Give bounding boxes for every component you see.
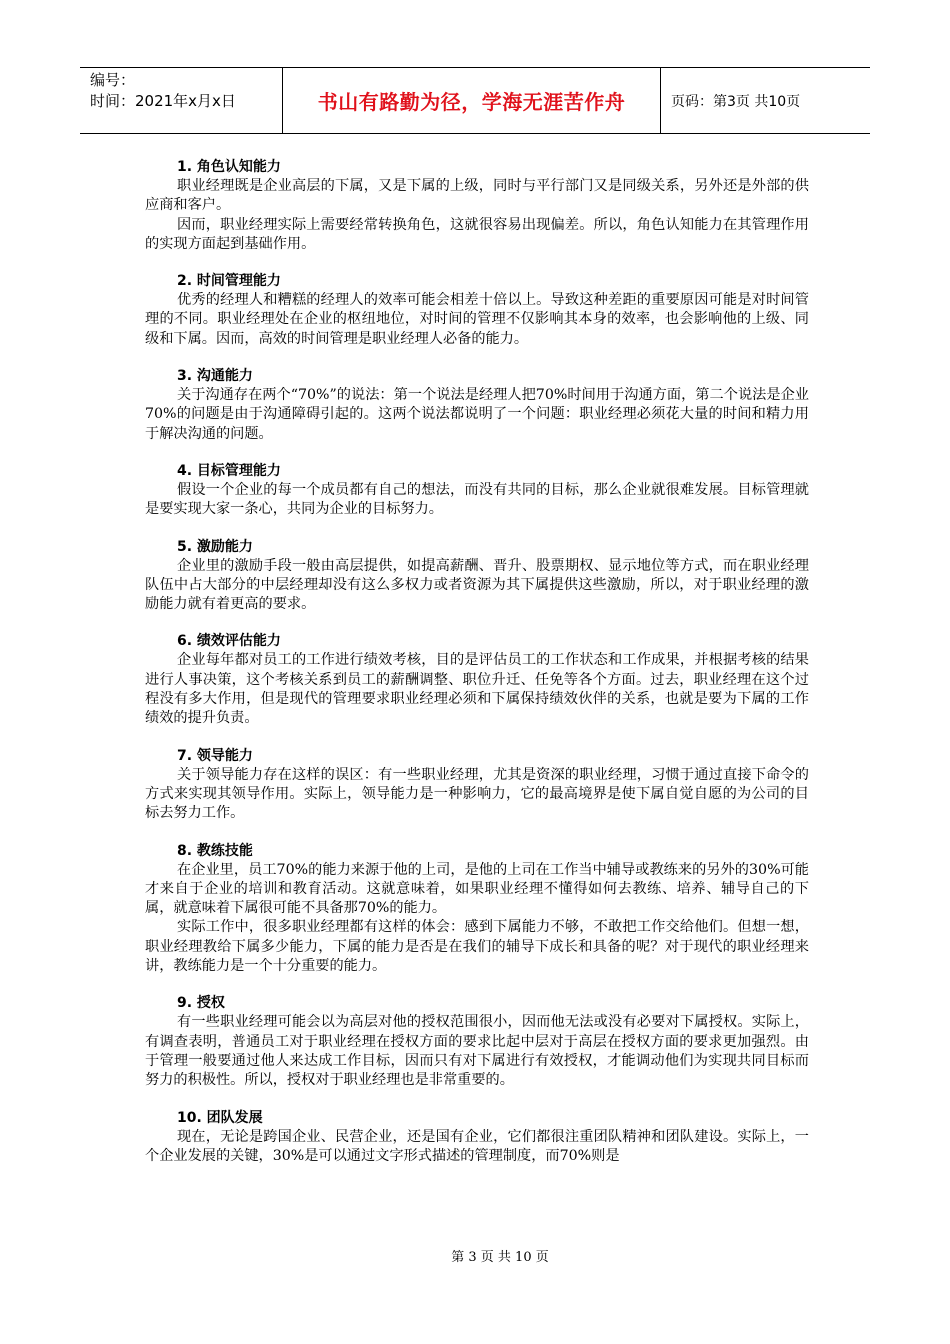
section-title: 6. 绩效评估能力	[177, 633, 281, 650]
section-10	[145, 1109, 809, 1167]
section-1	[145, 158, 809, 254]
section-title: 8. 教练技能	[177, 842, 253, 859]
section-paragraph: 因而，职业经理实际上需要经常转换角色，这就很容易出现偏差。所以，角色认知能力在其管理作用的实现方面起到基础作用。	[145, 216, 809, 252]
section-title: 3. 沟通能力	[177, 368, 253, 385]
section-9	[145, 994, 809, 1090]
header-meta	[80, 68, 283, 133]
section-paragraph: 职业经理既是企业高层的下属，又是下属的上级，同时与平行部门又是同级关系，另外还是外部的供应商和客户。	[145, 178, 809, 214]
section-title: 4. 目标管理能力	[177, 462, 281, 479]
section-title: 10. 团队发展	[177, 1109, 263, 1126]
page-footer: 第 3 页 共 10 页	[451, 1250, 549, 1265]
section-paragraph: 有一些职业经理可能会以为高层对他的授权范围很小，因而他无法或没有必要对下属授权。实际上，有调查表明，普通员工对于职业经理在授权方面的要求比起中层对于高层在授权方面的要求更加强烈。由于管理一般要通过他人来达成工作目标，因而只有对下属进行有效授权，才能调动他们为实现共同目标而努力的积极性。所以，授权对于职业经理也是非常重要的。	[145, 1014, 809, 1089]
page-header	[80, 67, 870, 134]
section-paragraph: 优秀的经理人和糟糕的经理人的效率可能会相差十倍以上。导致这种差距的重要原因可能是对时间管理的不同。职业经理处在企业的枢纽地位，对时间的管理不仅影响其本身的效率，也会影响他的上级、同级和下属。因而，高效的时间管理是职业经理人必备的能力。	[145, 292, 809, 347]
section-paragraph: 关于沟通存在两个“70%”的说法：第一个说法是经理人把70%时间用于沟通方面，第二个说法是企业70%的问题是由于沟通障碍引起的。这两个说法都说明了一个问题：职业经理必须花大量的时间和精力用于解决沟通的问题。	[145, 387, 809, 442]
header-motto: 书山有路勤为径，学海无涯苦作舟	[317, 90, 626, 114]
section-title: 1. 角色认知能力	[177, 159, 281, 175]
section-5	[145, 538, 809, 615]
section-6	[145, 632, 809, 728]
section-4	[145, 462, 809, 520]
header-page-cell	[661, 68, 870, 133]
section-paragraph: 在企业里，员工70%的能力来源于他的上司，是他的上司在工作当中辅导或教练来的另外的30%可能才来自于企业的培训和教育活动。这就意味着，如果职业经理不懂得如何去教练、培养、辅导自己的下属，就意味着下属很可能不具备那70%的能力。	[145, 861, 809, 917]
section-title: 2. 时间管理能力	[177, 273, 281, 290]
section-8	[145, 842, 809, 977]
document-body	[145, 158, 809, 1184]
section-paragraph: 企业里的激励手段一般由高层提供，如提高薪酬、晋升、股票期权、显示地位等方式，而在职业经理队伍中占大部分的中层经理却没有这么多权力或者资源为其下属提供这些激励，所以，对于职业经理的激励能力就有着更高的要求。	[145, 557, 809, 613]
section-title: 9. 授权	[177, 995, 225, 1012]
doc-number-label: 编号：	[90, 71, 136, 89]
section-paragraph: 假设一个企业的每一个成员都有自己的想法，而没有共同的目标，那么企业就很难发展。目标管理就是要实现大家一条心，共同为企业的目标努力。	[145, 481, 809, 518]
header-page-label: 页码：第3页 共10页	[671, 93, 801, 110]
section-paragraph: 现在，无论是跨国企业、民营企业，还是国有企业，它们都很注重团队精神和团队建设。实际上，一个企业发展的关键，30%是可以通过文字形式描述的管理制度，而70%则是	[145, 1128, 809, 1164]
section-paragraph: 实际工作中，很多职业经理都有这样的体会：感到下属能力不够，不敢把工作交给他们。但想一想，职业经理教给下属多少能力，下属的能力是否是在我们的辅导下成长和具备的呢？对于现代的职业经理来讲，教练能力是一个十分重要的能力。	[145, 919, 809, 975]
section-2	[145, 272, 809, 349]
header-motto-cell	[283, 68, 661, 133]
section-title: 7. 领导能力	[177, 747, 253, 764]
section-paragraph: 企业每年都对员工的工作进行绩效考核，目的是评估员工的工作状态和工作成果，并根据考核的结果进行人事决策，这个考核关系到员工的薪酬调整、职位升迁、任免等各个方面。过去，职业经理在这个过程没有多大作用，但是现代的管理要求职业经理必须和下属保持绩效伙伴的关系，也就是要为下属的工作绩效的提升负责。	[145, 652, 809, 727]
section-3	[145, 367, 809, 444]
section-paragraph: 关于领导能力存在这样的误区：有一些职业经理，尤其是资深的职业经理，习惯于通过直接下命令的方式来实现其领导作用。实际上，领导能力是一种影响力，它的最高境界是使下属自觉自愿的为公司的目标去努力工作。	[145, 766, 809, 822]
section-7	[145, 747, 809, 824]
doc-time-label: 时间：2021年x月x日	[90, 92, 236, 110]
section-title: 5. 激励能力	[177, 538, 253, 555]
